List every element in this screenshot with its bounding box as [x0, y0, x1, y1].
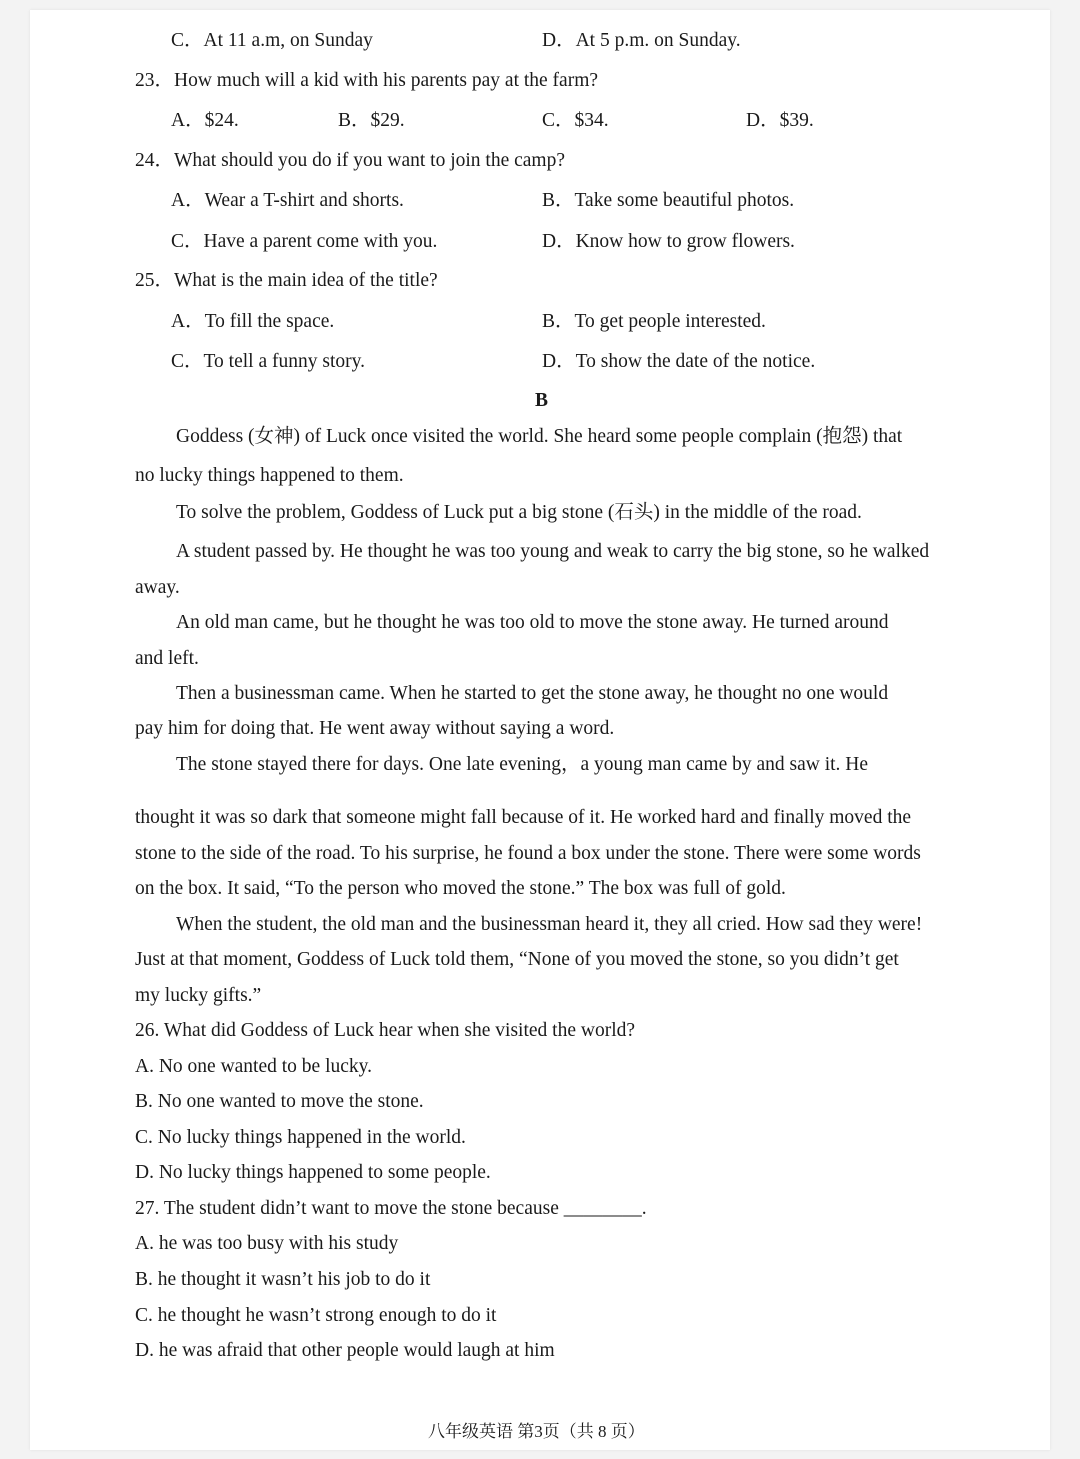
q25-option-a: A．To fill the space. — [171, 311, 335, 332]
passage-line: on the box. It said, “To the person who moved the stone.” The box was full of gold. — [135, 878, 786, 899]
q24-stem: 24．What should you do if you want to join the camp? — [135, 150, 566, 171]
passage-line: away. — [135, 577, 180, 598]
q27-option-c: C. he thought he wasn’t strong enough to do it — [135, 1305, 497, 1326]
q27-option-b: B. he thought it wasn’t his job to do it — [135, 1269, 431, 1290]
q23-option-a: A．$24. — [171, 110, 239, 131]
passage-line: Just at that moment, Goddess of Luck told them, “None of you moved the stone, so you didn’t get — [135, 949, 899, 970]
passage-line: stone to the side of the road. To his surprise, he found a box under the stone. There were some words — [135, 843, 921, 864]
q24-option-c: C．Have a parent come with you. — [171, 231, 438, 252]
q27-stem: 27. The student didn’t want to move the stone because ________. — [135, 1198, 647, 1219]
passage-line: Goddess (女神) of Luck once visited the world. She heard some people complain (抱怨) that — [176, 426, 903, 447]
passage-line: When the student, the old man and the businessman heard it, they all cried. How sad they were! — [176, 914, 923, 935]
q26-option-c: C. No lucky things happened in the world. — [135, 1127, 466, 1148]
passage-line: pay him for doing that. He went away without saying a word. — [135, 718, 615, 739]
q24-option-b: B．Take some beautiful photos. — [542, 190, 795, 211]
q23-option-b: B．$29. — [338, 110, 405, 131]
passage-line: thought it was so dark that someone might fall because of it. He worked hard and finally moved the — [135, 807, 912, 828]
q26-option-b: B. No one wanted to move the stone. — [135, 1091, 424, 1112]
q25-option-c: C．To tell a funny story. — [171, 351, 365, 372]
q24-option-a: A．Wear a T-shirt and shorts. — [171, 190, 404, 211]
q22-option-c: C．At 11 a.m, on Sunday — [171, 30, 373, 51]
q23-option-d: D．$39. — [746, 110, 814, 131]
passage-line: To solve the problem, Goddess of Luck put a big stone (石头) in the middle of the road. — [176, 502, 862, 523]
section-heading-b: B — [535, 390, 549, 411]
q24-option-d: D．Know how to grow flowers. — [542, 231, 795, 252]
q23-option-c: C．$34. — [542, 110, 609, 131]
q25-stem: 25．What is the main idea of the title? — [135, 270, 438, 291]
q26-stem: 26. What did Goddess of Luck hear when she visited the world? — [135, 1020, 636, 1041]
passage-line: Then a businessman came. When he started to get the stone away, he thought no one would — [176, 683, 889, 704]
q27-option-a: A. he was too busy with his study — [135, 1233, 399, 1254]
page-footer: 八年级英语 第3页（共 8 页） — [428, 1422, 645, 1441]
passage-line: no lucky things happened to them. — [135, 465, 404, 486]
q27-option-d: D. he was afraid that other people would laugh at him — [135, 1340, 555, 1361]
q25-option-d: D．To show the date of the notice. — [542, 351, 816, 372]
passage-line: and left. — [135, 648, 199, 669]
passage-line: A student passed by. He thought he was too young and weak to carry the big stone, so he walked — [176, 541, 930, 562]
passage-line: An old man came, but he thought he was too old to move the stone away. He turned around — [176, 612, 889, 633]
passage-line: my lucky gifts.” — [135, 985, 262, 1006]
q22-option-d: D．At 5 p.m. on Sunday. — [542, 30, 741, 51]
q26-option-a: A. No one wanted to be lucky. — [135, 1056, 373, 1077]
q26-option-d: D. No lucky things happened to some people. — [135, 1162, 491, 1183]
q25-option-b: B．To get people interested. — [542, 311, 766, 332]
q23-stem: 23．How much will a kid with his parents pay at the farm? — [135, 70, 599, 91]
passage-line: The stone stayed there for days. One late evening，a young man came by and saw it. He — [176, 754, 869, 775]
